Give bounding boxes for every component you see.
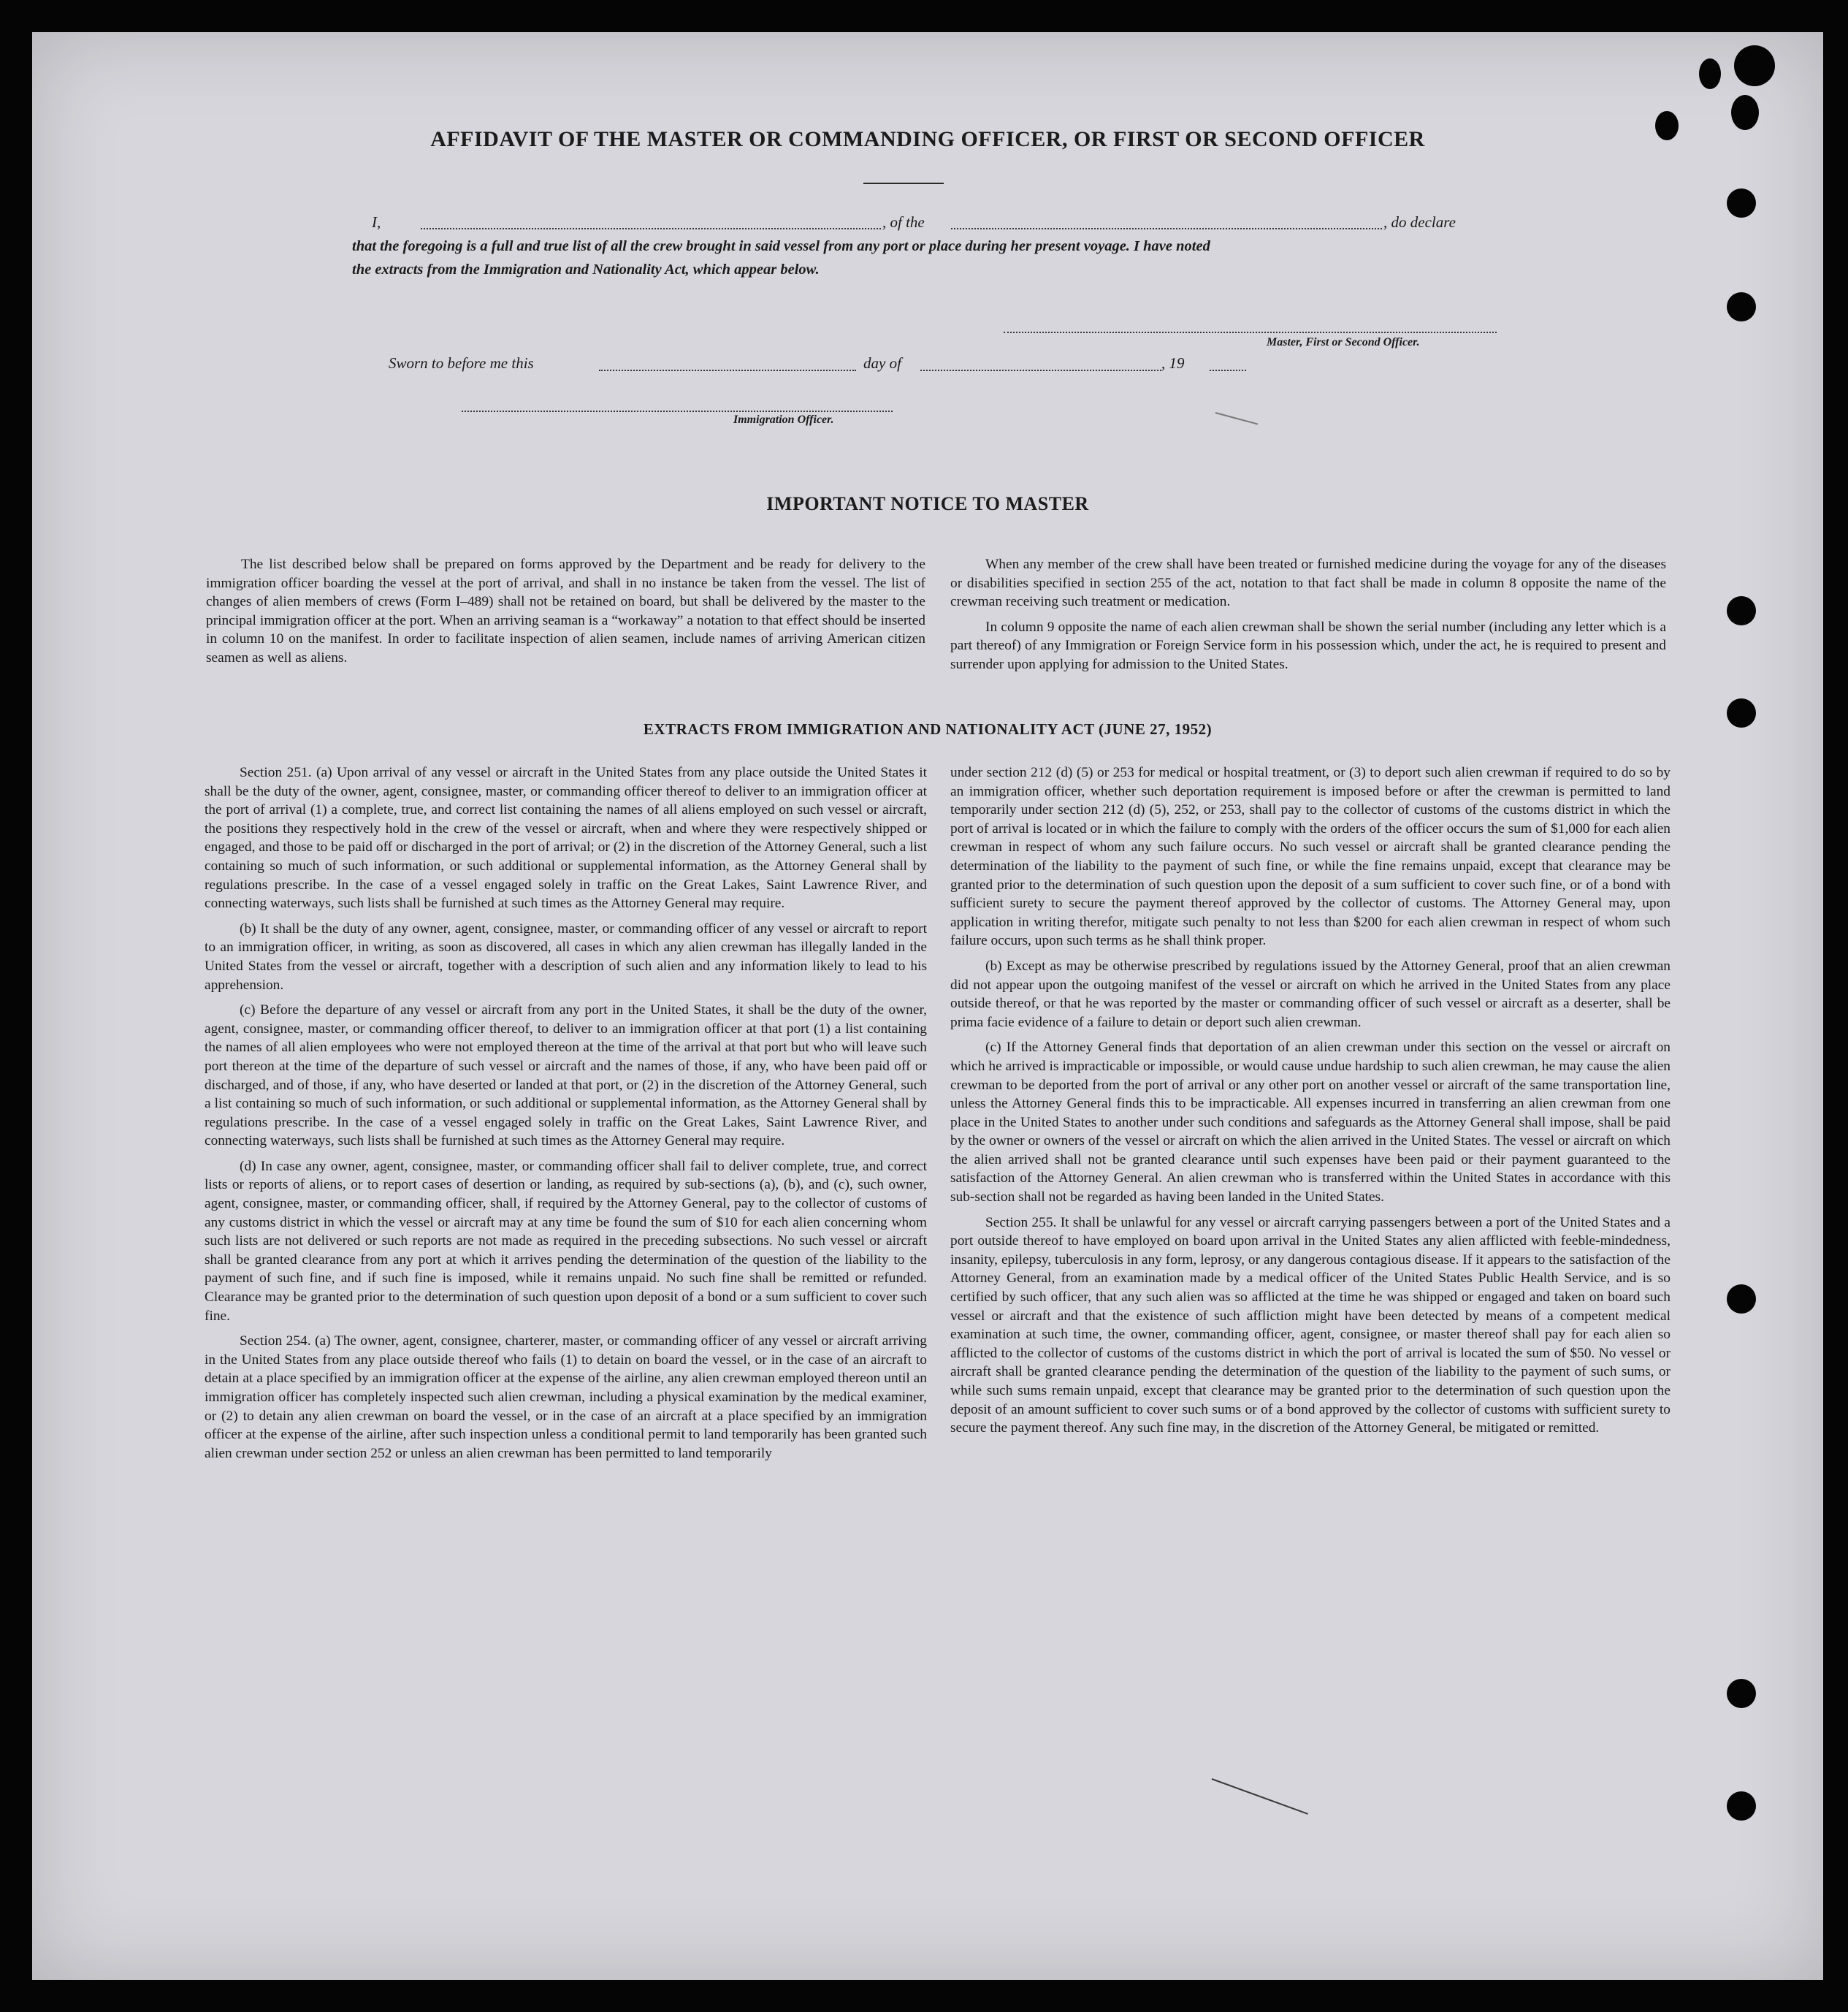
binding-hole	[1727, 1679, 1756, 1708]
i-label: I,	[372, 213, 381, 231]
title-rule	[863, 183, 944, 184]
do-declare-label: , do declare	[1383, 213, 1456, 231]
year-blank	[1210, 370, 1246, 371]
immigration-officer-signature-line	[462, 411, 893, 412]
binding-hole	[1727, 188, 1756, 218]
master-caption: Master, First or Second Officer.	[1267, 336, 1420, 348]
affidavit-title: AFFIDAVIT OF THE MASTER OR COMMANDING OFFICER, OR FIRST OR SECOND OFFICER	[430, 127, 1425, 151]
notice-paragraph: The list described below shall be prepared on forms approved by the Department and be ready for delivery to the immigration officer boarding the vessel at the port of arrival, and shall in no instance be taken from the vessel. The list of changes of alien members of crews (Form I–489) shall not be retained on board, but shall be delivered by the master to the principal immigration officer at the port. When an arriving seaman is a “workaway” a notation to that effect should be inserted in column 10 on the manifest. In order to facilitate inspection of alien seamen, include names of arriving American citizen seamen as well as aliens.	[206, 557, 925, 666]
section-251-a: Section 251. (a) Upon arrival of any vessel or aircraft in the United States from any place outside the United States it shall be the duty of the owner, agent, consignee, master, or commanding officer thereof to deliver to an immigration officer at the port of arrival (1) a complete, true, and correct list containing the names of all aliens employed on such vessel or aircraft, the positions they respectively hold in the crew of the vessel or aircraft, when and where they were respectively shipped or engaged, and those to be paid off or discharged in the port of arrival; or (2) in the discretion of the Attorney General, such a list containing so much of such information, or such additional or supplemental information, as the Attorney General shall by regulations prescribe. In the case of a vessel engaged solely in traffic on the Great Lakes, Saint Lawrence River, and connecting waterways, such lists shall be furnished at such times as the Attorney General may require.	[205, 765, 927, 912]
punch-hole-top-1	[1699, 58, 1721, 89]
of-the-label: , of the	[882, 213, 925, 231]
statement-line-2: the extracts from the Immigration and Nationality Act, which appear below.	[352, 262, 820, 278]
pencil-mark	[1212, 1778, 1308, 1815]
document-page	[32, 32, 1823, 1980]
notice-title: IMPORTANT NOTICE TO MASTER	[766, 493, 1089, 514]
section-254-c: (c) If the Attorney General finds that deportation of an alien crewman under this section on the vessel or aircraft on which he arrived is impracticable or impossible, or would cause undue hardship to such alien crewman, he may cause the alien crewman to be deported from the port of arrival or any other port on another vessel or aircraft of the same transportation line, unless the Attorney General finds this to be impracticable. All expenses incurred in transferring an alien crewman from one place in the United States to another under such conditions and safeguards as the Attorney General shall impose, shall be paid by the owner or owners of the vessel or aircraft on which the alien arrived in the United States. The vessel or aircraft on which the alien arrived shall not be granted clearance until such expenses have been paid or their payment guaranteed to the satisfaction of the Attorney General. An alien crewman who is transferred within the United States in accordance with this sub-section shall not be regarded as having been landed in the United States.	[950, 1040, 1671, 1205]
section-254-a-continued: under section 212 (d) (5) or 253 for medical or hospital treatment, or (3) to deport such alien crewman if required to do so by an immigration officer, whether such deportation requirement is imposed before or after the crewman is permitted to land temporarily under section 212 (d) (5), 252, or 253, shall pay to the collector of customs of the customs district in which the port of arrival is located or in which the failure to comply with the orders of the officer occurs the sum of $1,000 for each alien crewman in respect of whom any such failure occurs. No such vessel or aircraft shall be granted clearance pending the determination of the liability to the payment of such fine, or while the fine remains unpaid, except that clearance may be granted prior to the determination of such question upon the deposit of a sum sufficient to cover such fine, or of a bond with sufficient surety to secure the payment thereof approved by the collector of customs. The Attorney General may, upon application in writing therefor, mitigate such penalty to not less than $200 for each alien crewman in respect of whom such failure occurs, upon such terms as he shall think proper.	[950, 765, 1671, 949]
section-255: Section 255. It shall be unlawful for any vessel or aircraft carrying passengers between a port of the United States and a port outside thereof to have employed on board upon arrival in the United States any alien afflicted with feeble-mindedness, insanity, epilepsy, tuberculosis in any form, leprosy, or any dangerous contagious disease. If it appears to the satisfaction of the Attorney General, from an examination made by a medical officer of the United States Public Health Service, and is so certified by such officer, that any such alien was so afflicted at the time he was shipped or engaged and taken on board such vessel or aircraft and that the existence of such affliction might have been detected by means of a competent medical examination at such time, the owner, commanding officer, agent, consignee, or master thereof shall pay for each alien so afflicted to the collector of customs of the customs district in which the port of arrival is located the sum of $50. No vessel or aircraft shall be granted clearance pending the determination of the question of the liability to the payment of such sums, or while such sums remain unpaid, except that clearance may be granted prior to the determination of such question upon the deposit of an amount sufficient to cover such sums or of a bond approved by the collector of customs with sufficient surety to secure the payment thereof. Any such fine may, in the discretion of the Attorney General, be mitigated or remitted.	[950, 1214, 1671, 1436]
day-of-label: day of	[863, 354, 901, 372]
immigration-officer-caption: Immigration Officer.	[733, 414, 834, 426]
sworn-day-blank	[599, 370, 856, 371]
notice-left-column	[206, 555, 925, 668]
name-blank	[421, 228, 881, 229]
binding-hole	[1727, 596, 1756, 625]
notice-right-column	[950, 555, 1666, 674]
section-251-b: (b) It shall be the duty of any owner, agent, consignee, master, or commanding officer of any vessel or aircraft to report to an immigration officer, in writing, as soon as discovered, all cases in which any alien crewman has illegally landed in the United States from the vessel or aircraft, together with a description of such alien and any information likely to lead to his apprehension.	[205, 921, 927, 993]
punch-hole-top-2	[1734, 45, 1775, 86]
extracts-title: EXTRACTS FROM IMMIGRATION AND NATIONALITY ACT (JUNE 27, 1952)	[643, 720, 1213, 738]
notice-paragraph: When any member of the crew shall have been treated or furnished medicine during the voyage for any of the diseases or disabilities specified in section 255 of the act, notation to that fact shall be made in column 8 opposite the name of the crewman receiving such treatment or medication.	[950, 557, 1666, 610]
master-signature-line	[1004, 332, 1497, 333]
year-label: , 19	[1161, 354, 1185, 372]
section-251-d: (d) In case any owner, agent, consignee, master, or commanding officer shall fail to deliver complete, true, and correct lists or reports of aliens, or to report cases of desertion or landing, as required by sub-sections (a), (b), and (c), such owner, agent, consignee, master, or commanding officer, shall, if required by the Attorney General, pay to the collector of customs of any customs district in which the vessel or aircraft may at any time be found the sum of $10 for each alien concerning whom such lists are not delivered or such reports are not made as required in the preceding subsections. No such vessel or aircraft shall be granted clearance from any port at which it arrives pending the determination of the question of the liability to the payment of such fine, and if such fine is imposed, while it remains unpaid. No such fine shall be remitted or refunded. Clearance may be granted prior to the determination of such question upon deposit of a bond or a sum sufficient to cover such fine.	[205, 1158, 927, 1324]
binding-hole	[1727, 292, 1756, 321]
punch-hole-top-3	[1731, 95, 1759, 130]
vessel-blank	[951, 228, 1382, 229]
section-254-a: Section 254. (a) The owner, agent, consignee, charterer, master, or commanding officer of any vessel or aircraft arriving in the United States from any place outside thereof who fails (1) to detain on board the vessel, or in the case of an aircraft to detain at a place specified by an immigration officer at the expense of the airline, any alien crewman employed thereon until an immigration officer has completely inspected such alien crewman, including a physical examination by the medical examiner, or (2) to detain any alien crewman on board the vessel, or in the case of an aircraft at a place specified by an immigration officer at the expense of the airline, after such inspection unless a conditional permit to land temporarily has been granted such alien crewman under section 252 or unless an alien crewman has been permitted to land temporarily	[205, 1333, 927, 1461]
section-254-b: (b) Except as may be otherwise prescribed by regulations issued by the Attorney General, proof that an alien crewman did not appear upon the outgoing manifest of the vessel or aircraft on which he arrived in the United States from any place outside thereof, or that he was reported by the master or commanding officer of such vessel or aircraft as a deserter, shall be prima facie evidence of a failure to detain or deport such alien crewman.	[950, 958, 1671, 1030]
sworn-month-blank	[920, 370, 1161, 371]
binding-hole	[1727, 1284, 1756, 1314]
section-251-c: (c) Before the departure of any vessel or aircraft from any port in the United States, it shall be the duty of the owner, agent, consignee, master, or commanding officer thereof, to deliver to an immigration officer at that port (1) a list containing the names of all alien employees who were not employed thereon at the time of the arrival at that port but who will leave such port thereon at the time of the departure of such vessel or aircraft and the names of those, if any, who have been paid off or discharged, and of those, if any, who have deserted or landed at that port, or (2) in the discretion of the Attorney General, such a list containing so much of such information, or such additional or supplemental information, as the Attorney General shall by regulations prescribe. In the case of a vessel engaged solely in traffic on the Great Lakes, Saint Lawrence River, and connecting waterways, such lists shall be furnished at such times as the Attorney General may require.	[205, 1002, 927, 1149]
statement-line-1: that the foregoing is a full and true list of all the crew brought in said vessel from any port or place during her present voyage. I have noted	[352, 238, 1210, 254]
extracts-right-column	[950, 763, 1671, 1438]
binding-hole	[1727, 1791, 1756, 1821]
sworn-label: Sworn to before me this	[389, 354, 534, 372]
extracts-left-column	[205, 763, 927, 1463]
notice-paragraph: In column 9 opposite the name of each alien crewman shall be shown the serial number (including any letter which is a part thereof) of any Immigration or Foreign Service form in his possession which, under the act, he is required to present and surrender upon applying for admission to the United States.	[950, 619, 1666, 672]
pencil-mark	[1215, 412, 1258, 424]
